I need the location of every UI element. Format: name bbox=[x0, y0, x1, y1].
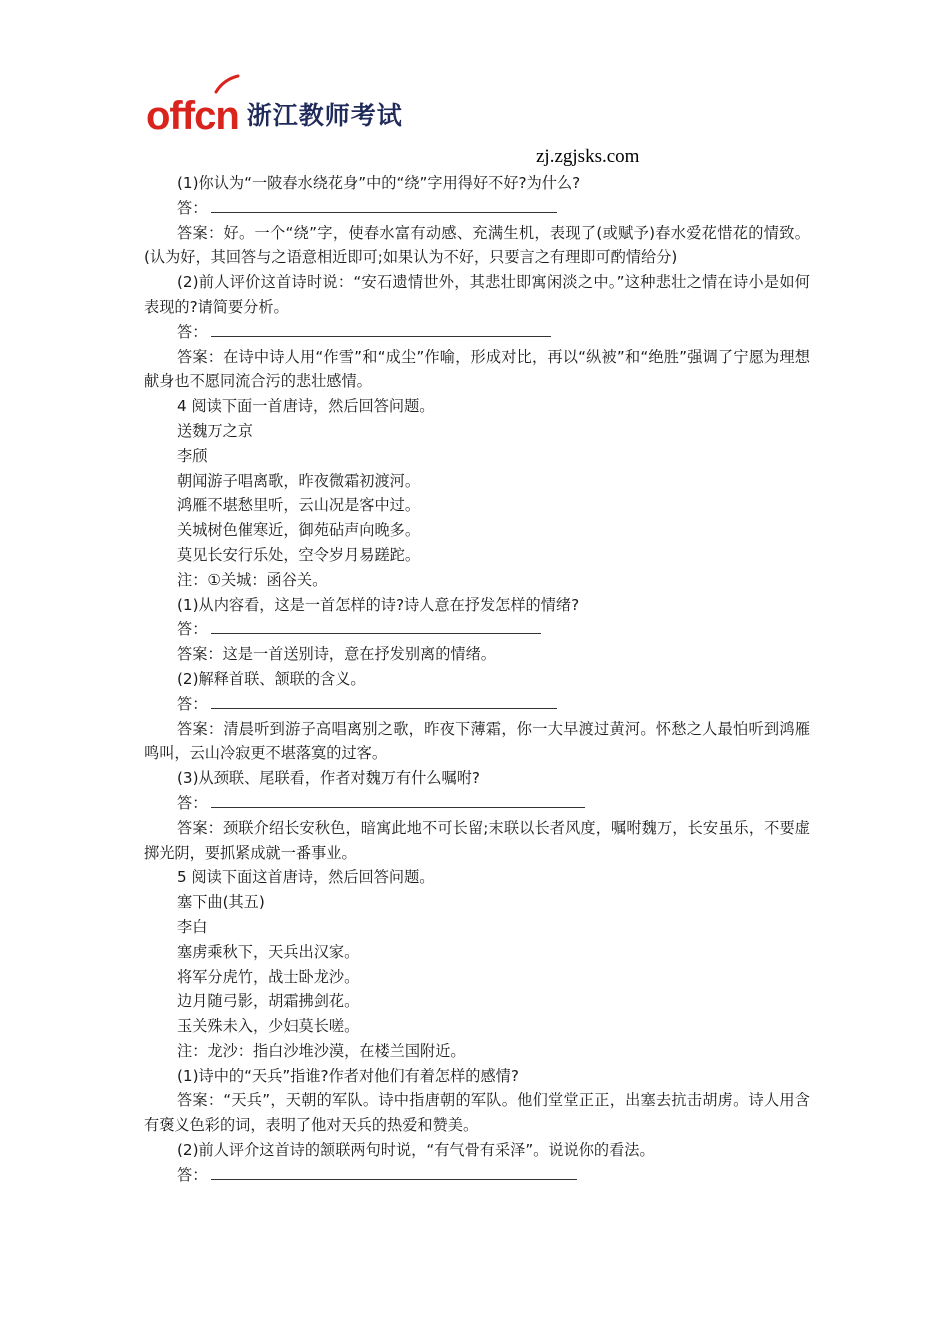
answer-line bbox=[144, 196, 810, 221]
line-text: (1)从内容看，这是一首怎样的诗?诗人意在抒发怎样的情绪? bbox=[177, 595, 580, 614]
answer-line bbox=[144, 692, 810, 717]
line-text: 塞下曲(其五) bbox=[177, 893, 265, 912]
line-text: (1)诗中的“天兵”指谁?作者对他们有着怎样的感情? bbox=[177, 1066, 519, 1085]
text-line bbox=[144, 1014, 810, 1039]
text-line bbox=[144, 667, 810, 692]
answer-blank[interactable] bbox=[211, 198, 557, 213]
answer-blank[interactable] bbox=[211, 619, 541, 634]
text-line bbox=[144, 493, 810, 518]
line-text: 送魏万之京 bbox=[177, 421, 253, 440]
text-line bbox=[144, 1138, 810, 1163]
text-line bbox=[144, 444, 810, 469]
line-text: (2)解释首联、颔联的含义。 bbox=[177, 669, 366, 688]
line-text: (2)前人评价这首诗时说：“安石遗情世外，其悲壮即寓闲淡之中。”这种悲壮之情在诗小是如何表现的?请简要分析。 bbox=[144, 273, 810, 316]
answer-line bbox=[144, 320, 810, 345]
text-line bbox=[144, 965, 810, 990]
text-line bbox=[144, 890, 810, 915]
document-body bbox=[144, 171, 810, 1188]
line-text: 答案：“天兵”，天朝的军队。诗中指唐朝的军队。他们堂堂正正，出塞去抗击胡虏。诗人用含有褒义色彩的词，表明了他对天兵的热爱和赞美。 bbox=[144, 1091, 810, 1135]
text-line bbox=[144, 171, 810, 196]
answer-label: 答： bbox=[177, 1165, 208, 1184]
text-line bbox=[144, 642, 810, 667]
logo-text: 浙江教师考试 bbox=[246, 101, 403, 130]
answer-label: 答： bbox=[177, 694, 208, 713]
answer-label: 答： bbox=[177, 322, 208, 341]
line-text: (3)从颈联、尾联看，作者对魏万有什么嘱咐? bbox=[177, 769, 480, 788]
text-line bbox=[144, 989, 810, 1014]
text-line bbox=[144, 1039, 810, 1064]
answer-label: 答： bbox=[177, 793, 208, 812]
line-text: 李颀 bbox=[177, 446, 208, 465]
answer-label: 答： bbox=[177, 620, 208, 639]
line-text: 注：①关城：函谷关。 bbox=[177, 570, 328, 589]
logo-swoosh-icon bbox=[214, 74, 240, 94]
text-line bbox=[144, 345, 810, 395]
text-line bbox=[144, 940, 810, 965]
line-text: 边月随弓影，胡霜拂剑花。 bbox=[177, 992, 360, 1011]
answer-line bbox=[144, 617, 810, 642]
text-line bbox=[144, 518, 810, 543]
answer-blank[interactable] bbox=[211, 694, 557, 709]
line-text: (2)前人评介这首诗的颔联两句时说，“有气骨有采泽”。说说你的看法。 bbox=[177, 1141, 655, 1160]
line-text: 答案：清晨听到游子高唱离别之歌，昨夜下薄霜，你一大早渡过黄河。怀愁之人最怕听到鸿雁鸣叫，云山冷寂更不堪落寞的过客。 bbox=[144, 719, 810, 763]
line-text: 4 阅读下面一首唐诗，然后回答问题。 bbox=[177, 397, 435, 416]
text-line bbox=[144, 469, 810, 494]
text-line bbox=[144, 593, 810, 618]
answer-line bbox=[144, 1163, 810, 1188]
text-line bbox=[144, 394, 810, 419]
text-line bbox=[144, 221, 810, 271]
text-line bbox=[144, 766, 810, 791]
line-text: 莫见长安行乐处，空令岁月易蹉跎。 bbox=[177, 545, 420, 564]
answer-blank[interactable] bbox=[211, 322, 551, 337]
answer-label: 答： bbox=[177, 198, 208, 217]
line-text: 5 阅读下面这首唐诗，然后回答问题。 bbox=[177, 868, 435, 887]
line-text: 答案：在诗中诗人用“作雪”和“成尘”作喻，形成对比，再以“纵被”和“绝胜”强调了宁愿为理想献身也不愿同流合污的悲壮感情。 bbox=[144, 347, 810, 391]
text-line bbox=[144, 915, 810, 940]
logo-brand: offcn bbox=[146, 94, 239, 138]
text-line bbox=[144, 1088, 810, 1138]
text-line bbox=[144, 568, 810, 593]
text-line bbox=[144, 816, 810, 866]
text-line bbox=[144, 717, 810, 767]
answer-blank[interactable] bbox=[211, 1165, 577, 1180]
text-line bbox=[144, 865, 810, 890]
line-text: 将军分虎竹，战士卧龙沙。 bbox=[177, 967, 360, 986]
site-url: zj.zgjsks.com bbox=[536, 146, 640, 167]
line-text: 答案：颈联介绍长安秋色，暗寓此地不可长留;末联以长者风度，嘱咐魏万，长安虽乐，不要虚掷光阴，要抓紧成就一番事业。 bbox=[144, 818, 810, 862]
text-line bbox=[144, 419, 810, 444]
line-text: (1)你认为“一陂春水绕花身”中的“绕”字用得好不好?为什么? bbox=[177, 174, 581, 192]
line-text: 鸿雁不堪愁里听，云山况是客中过。 bbox=[177, 496, 420, 515]
line-text: 关城树色催寒近，御苑砧声向晚多。 bbox=[177, 521, 420, 540]
offcn-logo bbox=[146, 88, 403, 136]
answer-blank[interactable] bbox=[211, 793, 585, 808]
text-line bbox=[144, 270, 810, 320]
text-line bbox=[144, 543, 810, 568]
line-text: 注：龙沙：指白沙堆沙漠，在楼兰国附近。 bbox=[177, 1041, 466, 1060]
line-text: 朝闻游子唱离歌，昨夜微霜初渡河。 bbox=[177, 471, 420, 490]
line-text: 答案：好。一个“绕”字，使春水富有动感、充满生机，表现了(或赋予)春水爱花惜花的情致。(认为好，其回答与之语意相近即可;如果认为不好，只要言之有理即可酌情给分) bbox=[144, 223, 810, 267]
line-text: 答案：这是一首送别诗，意在抒发别离的情绪。 bbox=[177, 645, 496, 664]
answer-line bbox=[144, 791, 810, 816]
text-line bbox=[144, 1064, 810, 1089]
line-text: 玉关殊未入，少妇莫长嗟。 bbox=[177, 1017, 360, 1036]
line-text: 塞虏乘秋下，天兵出汉家。 bbox=[177, 942, 360, 961]
line-text: 李白 bbox=[177, 917, 208, 936]
